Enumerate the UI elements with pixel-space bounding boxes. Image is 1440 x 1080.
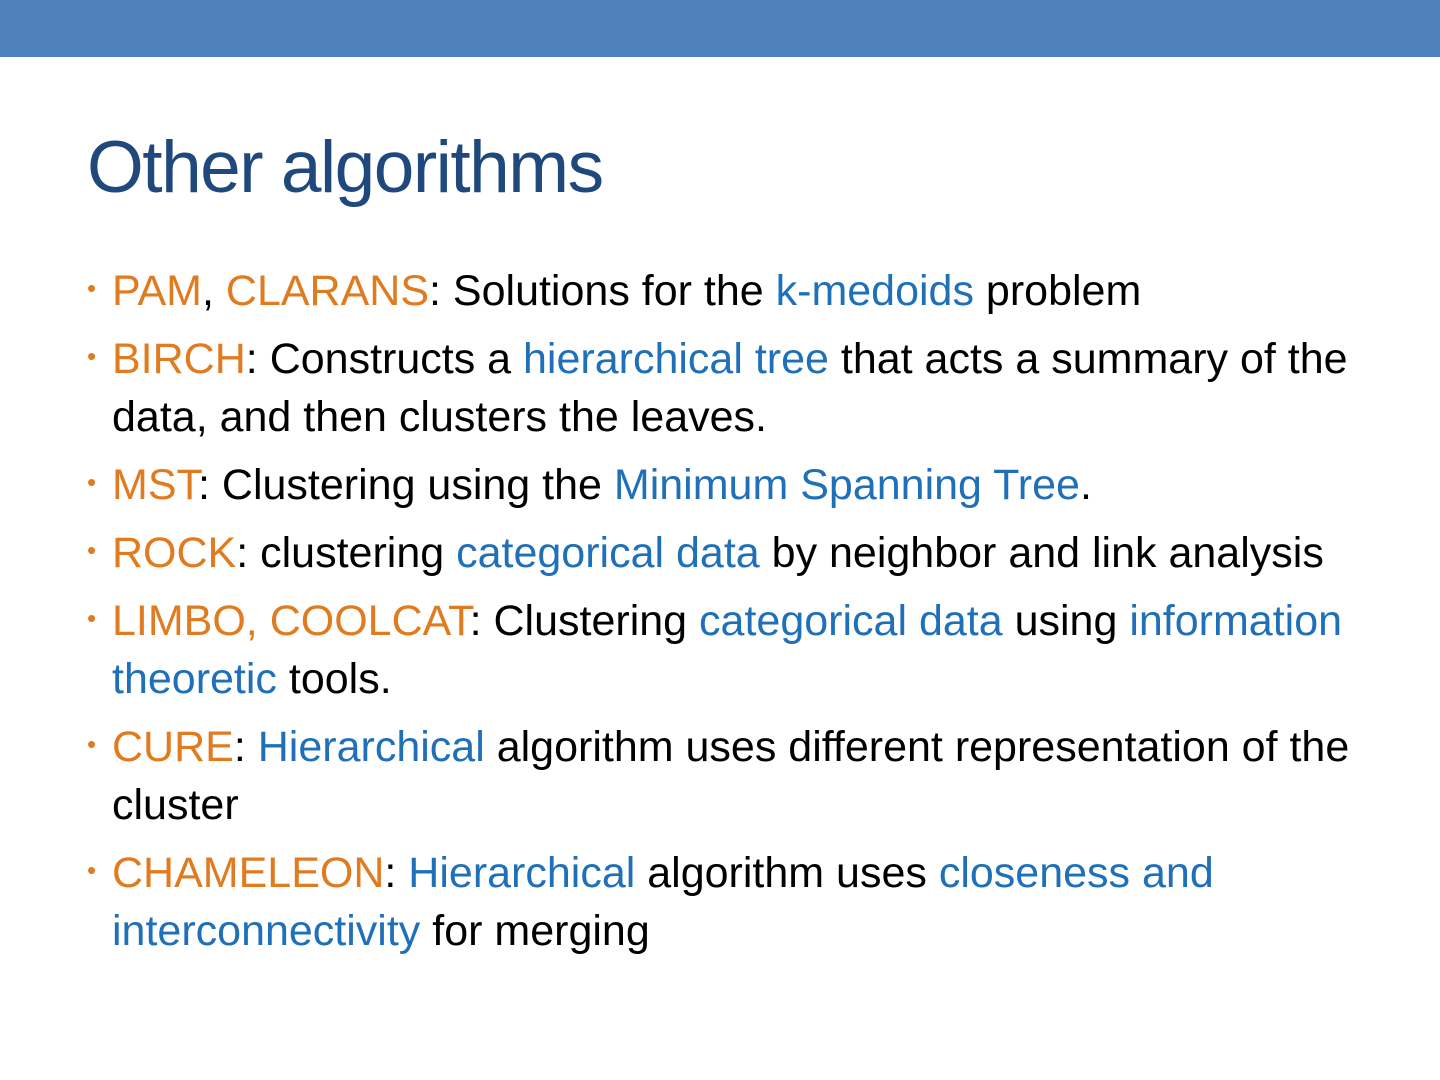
bullet-text: : Solutions for the: [429, 267, 776, 315]
bullet-text: :: [233, 723, 258, 771]
slide-title: Other algorithms: [87, 127, 603, 208]
bullet-item-rock: [87, 524, 1377, 582]
bullet-icon: •: [87, 341, 97, 371]
bullet-item-mst: [87, 456, 1377, 514]
bullet-item-birch: [87, 330, 1377, 446]
algorithm-name: BIRCH: [112, 335, 246, 383]
bullet-text: ,: [202, 267, 226, 315]
highlight-term: Hierarchical: [408, 849, 636, 897]
bullet-text: for merging: [420, 907, 650, 955]
highlight-term: categorical data: [699, 597, 1003, 645]
bullet-item-cure: [87, 718, 1377, 834]
highlight-term: closeness and interconnectivity: [112, 849, 1214, 955]
highlight-term: categorical data: [456, 529, 760, 577]
bullet-text: by neighbor and link analysis: [759, 529, 1324, 577]
bullet-text: tools.: [276, 655, 392, 703]
bullet-text: : Clustering using the: [198, 461, 614, 509]
algorithm-name: CLARANS: [225, 267, 430, 315]
bullet-icon: •: [87, 729, 97, 759]
bullet-text: : Constructs a: [245, 335, 524, 383]
algorithm-name: CURE: [112, 723, 234, 771]
bullet-text: algorithm uses different representation of the cluster: [112, 723, 1350, 829]
algorithm-name: CHAMELEON: [112, 849, 385, 897]
highlight-term: information theoretic: [112, 597, 1343, 703]
bullet-icon: •: [87, 273, 97, 303]
highlight-term: hierarchical tree: [523, 335, 829, 383]
top-accent-bar: [0, 0, 1440, 57]
highlight-term: Hierarchical: [257, 723, 485, 771]
bullet-item-chameleon: [87, 844, 1377, 960]
bullet-text: problem: [973, 267, 1142, 315]
bullet-item-pam-clarans: [87, 262, 1377, 320]
bullet-text: : Clustering: [469, 597, 700, 645]
bullet-text: : clustering: [236, 529, 457, 577]
bullet-text: .: [1079, 461, 1092, 509]
bullet-item-limbo-coolcat: [87, 592, 1377, 708]
algorithm-name: PAM: [112, 267, 202, 315]
bullet-text: using: [1002, 597, 1130, 645]
bullet-icon: •: [87, 535, 97, 565]
algorithm-name: ROCK: [112, 529, 237, 577]
bullet-text: :: [384, 849, 409, 897]
bullet-icon: •: [87, 467, 97, 497]
highlight-term: k-medoids: [775, 267, 974, 315]
bullet-icon: •: [87, 855, 97, 885]
bullet-text: algorithm uses: [635, 849, 939, 897]
bullet-icon: •: [87, 603, 97, 633]
bullet-list: [87, 262, 1377, 970]
algorithm-name: LIMBO, COOLCAT: [112, 597, 470, 645]
highlight-term: Minimum Spanning Tree: [613, 461, 1080, 509]
bullet-text: that acts a summary of the data, and then clusters the leaves.: [112, 335, 1348, 441]
algorithm-name: MST: [112, 461, 198, 509]
